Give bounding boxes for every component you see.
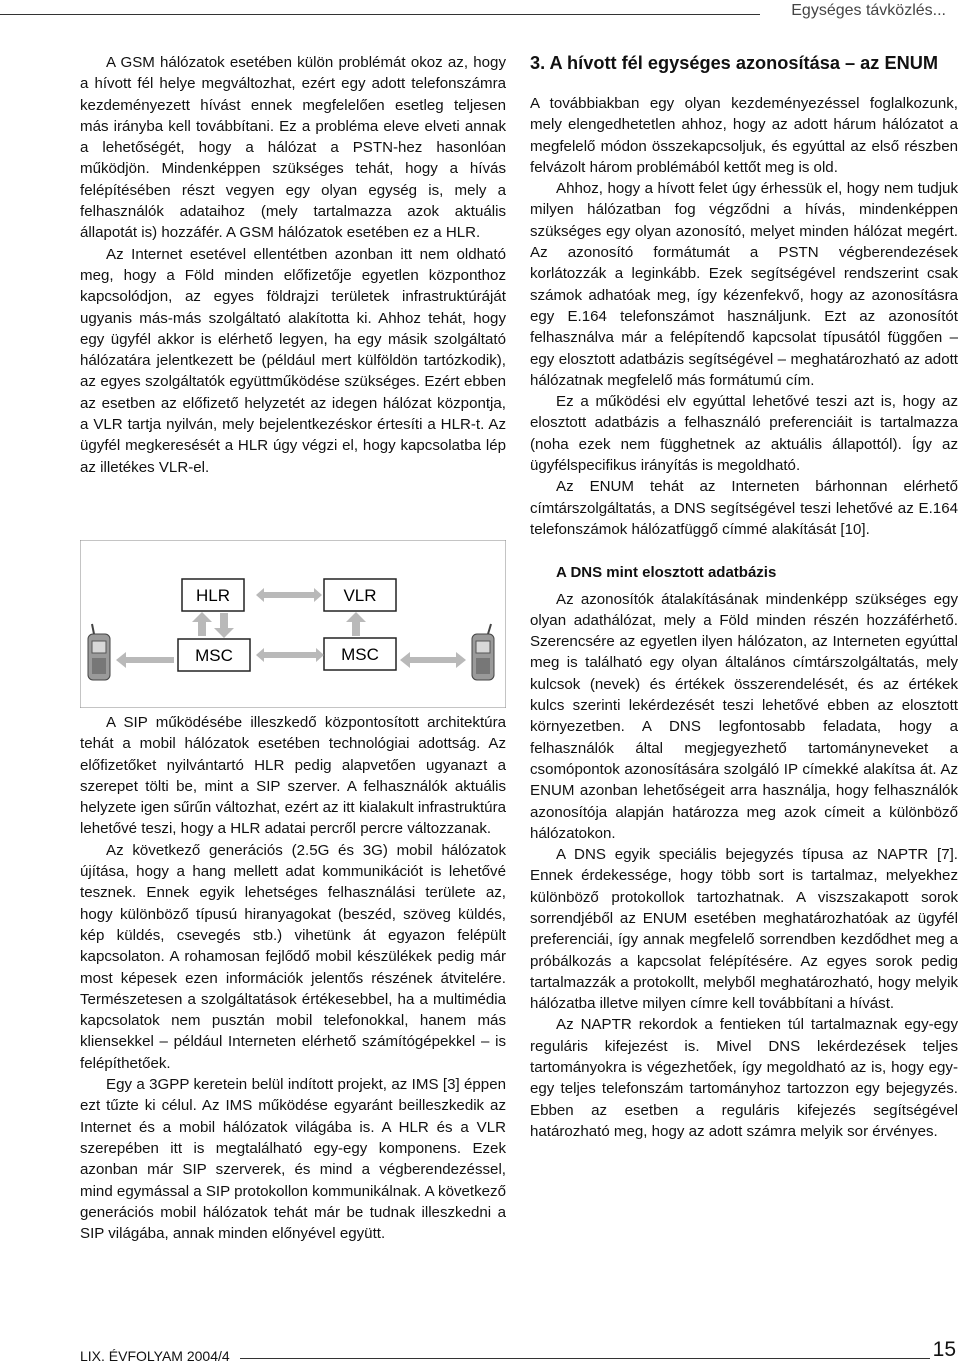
subsection-title: A DNS mint elosztott adatbázis [556,564,777,582]
paragraph: Az azonosítók átalakításának mindenképp szükséges egy olyan adathálózat, mely a Föld minden részén hozzáférhető. Szerencsére az egyetlen ilyen hálózaton, az Interneten egyúttal meg is található egy olyan általános címtárszolgáltatás, mely kulcsok (nevek) és értékek összerendelését, és az értékek kulcs szerinti lekérdezését teszi lehetővé ebben az elosztott környezetben. A DNS legfontosabb feladata, hogy a felhasználók által megjegyezhető tartományneveket a csomópontok azonosítására szolgáló IP címekké alakítsa át. Az ENUM azonban lehetőségeit arra használja, hogy felhasználók azonosítója alapján határozza meg azok címeit a különböző hálózatokon. [530,590,958,842]
paragraph: Az Internet esetével ellentétben azonban itt nem oldható meg, hogy a Föld minden előfizetője egyetlen központhoz kapcsolódjon, az egyes földrajzi területek infrastruktúráját ugyanis más-más szolgáltató alakította ki. Ahhoz tehát, hogy egy ügyfél akkor is elérhető legyen, ha egy másik szolgáltató hálózatára jelentkezett be (például mert külföldön tartózkodik), az egyes szolgáltatók együttműködése szükséges. Ezért ebben az esetben az előfizető helyzetét az idegen hálózat központja, a VLR tartja nyilván, mely bejelentkezéskor értesíti a HLR-t. Az ügyfél megkeresését a HLR úgy végzi el, hogy kapcsolatba lép az illetékes VLR-el. [80,245,506,476]
paragraph: A továbbiakban egy olyan kezdeményezéssel foglalkozunk, mely elengedhetetlen ahhoz, hogy az adott hárum hálózatot a megfelelő módon összekapcsoljuk, és egyúttal az első részben felvázolt három problémából kettőt meg is old. [530,95,958,176]
left-column-top [80,52,506,478]
diagram-svg [80,540,506,708]
left-column-bottom [80,712,506,1244]
journal-issue: LIX. ÉVFOLYAM 2004/4 [80,1348,230,1364]
footer-rule [240,1358,930,1359]
paragraph: Az NAPTR rekordok a fentieken túl tartalmaznak egy-egy reguláris kifejezést is. Mivel DNS lekérdezések teljes tartományokra is végezhetőek, így megoldható az is, hogy egy-egy teljes telefonszám tartományhoz tartozzon egy bejegyzés. Ebben az esetben a reguláris kifejezés segítségével határozható meg, hogy az adott számra melyik sor érvényes. [530,1016,958,1140]
right-column [530,52,958,1142]
paragraph: Egy a 3GPP keretein belül indított projekt, az IMS [3] éppen ezt tűzte ki célul. Az IMS működése egyaránt beilleszkedik az Internet és a mobil hálózatok világába is. A HLR és a VLR szerepében itt is megtalálható egy-egy komponens. Ezek azonban már SIP szerverek, és mind a végberendezéssel, mind egymással a SIP protokollon kommunikálnak. A következő generációs mobil hálózatok tehát már be tudnak illeszkedni a SIP világába, annak minden előnyével együtt. [80,1076,506,1243]
paragraph: A GSM hálózatok esetében külön problémát okoz az, hogy a hívott fél helye megváltozhat, ezért egy adott telefonszámra kezdeményezett hívást ennek megfelelően esetleg teljesen más irányba kell továbbítani. Ez a probléma eleve elveti annak a lehetőségét, hogy a hálózat a PSTN-hez hasonlóan működjön. Mindenképpen szükséges tehát, hogy a hívás felépítésében részt vegyen egy olyan egység is, mely a felhasználók adataihoz (mely tartalmazza azok aktuális állapotát is) hozzáfér. A GSM hálózatok esetében ez a HLR. [80,54,506,242]
paragraph: Az ENUM tehát az Interneten bárhonnan elérhető címtárszolgáltatás, a DNS segítségével teszi lehetővé az E.164 telefonszámok hálózatfüggő címmé alakítását [10]. [530,478,958,538]
page-number: 15 [932,1338,956,1361]
paragraph: Az következő generációs (2.5G és 3G) mobil hálózatok újítása, hogy a hang mellett adat kommunikációt is lehetővé tesznek. Ennek egyik lehetséges felhasználási területe az, hogy különböző típusú hiranyagokat (beszéd, szöveg küldés, kép küldés, csevegés stb.) vihetünk át egyazon felépült kapcsolaton. A rohamosan fejlődő mobil készülékek pedig már most képesek ezen információk jelentős részének átvitelére. Természetesen a szolgáltatások értékesebbel, ha a multimédia kapcsolatok nem pusztán mobil telefonokkal, hanem más kliensekkel – például Interneten elérhető számítógépekkel – is felépíthetőek. [80,841,506,1072]
page-footer [0,1336,960,1363]
paragraph: Ahhoz, hogy a hívott felet úgy érhessük el, hogy nem tudjuk milyen hálózatban fog végződni a hívás, mindenképpen szükséges egy olyan azonosító, melyet minden hálózat megért. Az azonosító formátumát a PSTN végberendezések korlátozzák a leginkább. Ezek segítségével rendszerint csak számok adhatóak meg, így kézenfekvő, hogy az azonosításra egy E.164 telefonszámot használjunk. Ezt az azonosítót felhasználva már a felépítendő kapcsolat típusától függően – egy elosztott adatbázis segítségével – meghatározható az adott hálózatnak megfelelő más formátumú cím. [530,180,958,389]
vlr-label: VLR [343,586,377,605]
page-header [0,0,960,30]
hlr-vlr-diagram [80,540,506,708]
msc-label-left: MSC [195,646,233,665]
section-title: 3. A hívott fél egységes azonosítása – az ENUM [530,53,938,73]
paragraph: Ez a működési elv egyúttal lehetővé teszi azt is, hogy az elosztott adatbázis a felhasználó preferenciáit is tartalmazza (noha ezek nem függhetnek az aktuális állapottól). Így az ügyfélspecifikus irányítás is megoldható. [530,393,958,475]
paragraph: A DNS egyik speciális bejegyzés típusa az NAPTR [7]. Ennek érdekessége, hogy több sort is tartalmaz, melyekhez különböző protokollok tartozhatnak. A viszszakapott sorok sorrendjéből az ENUM esetében meghatározhatóak az ügyfél preferenciái, így annak megfelelő sorrendben kezdődhet meg a próbálkozás a kapcsolat felépítésére. Az egyes sorok pedig tartalmazzák a protokollt, melyből meghatározható, hogy melyik hálózatba illetve milyen címre kell továbbítani a hívást. [530,846,958,1013]
msc-label-right: MSC [341,645,379,664]
running-title: Egységes távközlés... [791,2,946,19]
hlr-label: HLR [195,586,231,605]
paragraph: A SIP működésébe illeszkedő központosított architektúra tehát a mobil hálózatok esetében technológiai adottság. Az előfizetőket nyilvántartó HLR pedig alapvetően ugyanazt a szerepet tölti be, mint a SIP szerver. A felhasználók aktuális helyzete igen sűrűn változhat, ezért az itt kialakult infrastruktúra lehetővé teszi, hogy a HLR adatai percről percre változzanak. [80,714,506,838]
header-rule [0,14,760,15]
